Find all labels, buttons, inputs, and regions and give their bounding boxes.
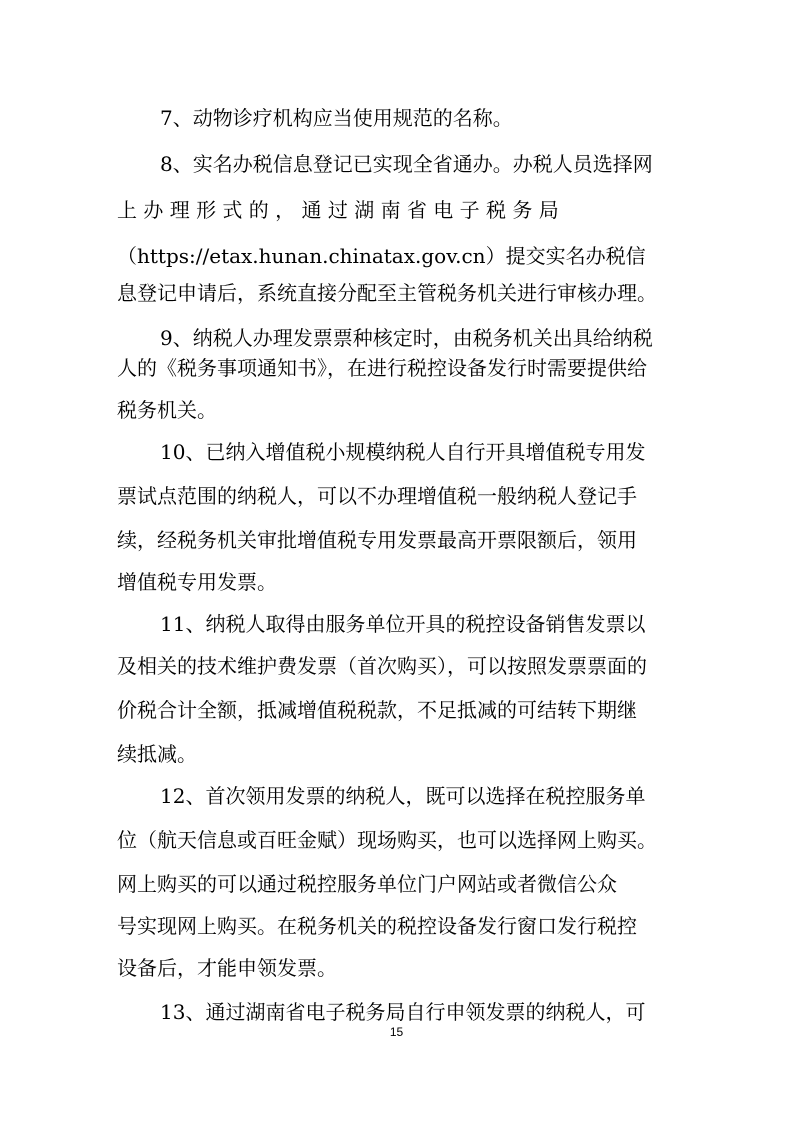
item-8-line-2: 上 办 理 形 式 的 ， 通 过 湖 南 省 电 子 税 务 局 [117,198,559,222]
item-12-line-2: 位（航天信息或百旺金赋）现场购买，也可以选择网上购买。 [117,828,657,852]
item-11-line-2: 及相关的技术维护费发票（首次购买），可以按照发票票面的 [117,654,647,678]
item-12-line-4: 号实现网上购买。在税务机关的税控设备发行窗口发行税控 [117,914,637,938]
page-number: 15 [389,1025,404,1039]
item-12-line-3: 网上购买的可以通过税控服务单位门户网站或者微信公众 [117,872,617,896]
item-11-line-1: 11、纳税人取得由服务单位开具的税控设备销售发票以 [160,612,646,636]
item-11-line-4: 续抵减。 [117,742,197,766]
item-10-line-2: 票试点范围的纳税人，可以不办理增值税一般纳税人登记手 [117,484,637,508]
item-8-line-3: （https://etax.hunan.chinatax.gov.cn）提交实名办税信 [117,244,646,268]
item-10-line-3: 续，经税务机关审批增值税专用发票最高开票限额后，领用 [117,528,637,552]
item-9-line-1: 9、纳税人办理发票票种核定时，由税务机关出具给纳税 [160,326,653,350]
item-11-line-3: 价税合计全额，抵减增值税税款，不足抵减的可结转下期继 [117,698,637,722]
item-10-line-1: 10、已纳入增值税小规模纳税人自行开具增值税专用发 [160,440,646,464]
item-8-line-4: 息登记申请后，系统直接分配至主管税务机关进行审核办理。 [117,281,657,305]
item-13-line-1: 13、通过湖南省电子税务局自行申领发票的纳税人，可 [160,1000,646,1024]
item-9-line-2: 人的《税务事项通知书》，在进行税控设备发行时需要提供给 [117,356,647,380]
item-12-line-5: 设备后，才能申领发票。 [117,956,337,980]
item-9-line-3: 税务机关。 [117,398,217,422]
item-10-line-4: 增值税专用发票。 [117,570,277,594]
item-7-line-1: 7、动物诊疗机构应当使用规范的名称。 [160,106,513,130]
item-12-line-1: 12、首次领用发票的纳税人，既可以选择在税控服务单 [160,784,646,808]
item-8-line-1: 8、实名办税信息登记已实现全省通办。办税人员选择网 [160,152,653,176]
